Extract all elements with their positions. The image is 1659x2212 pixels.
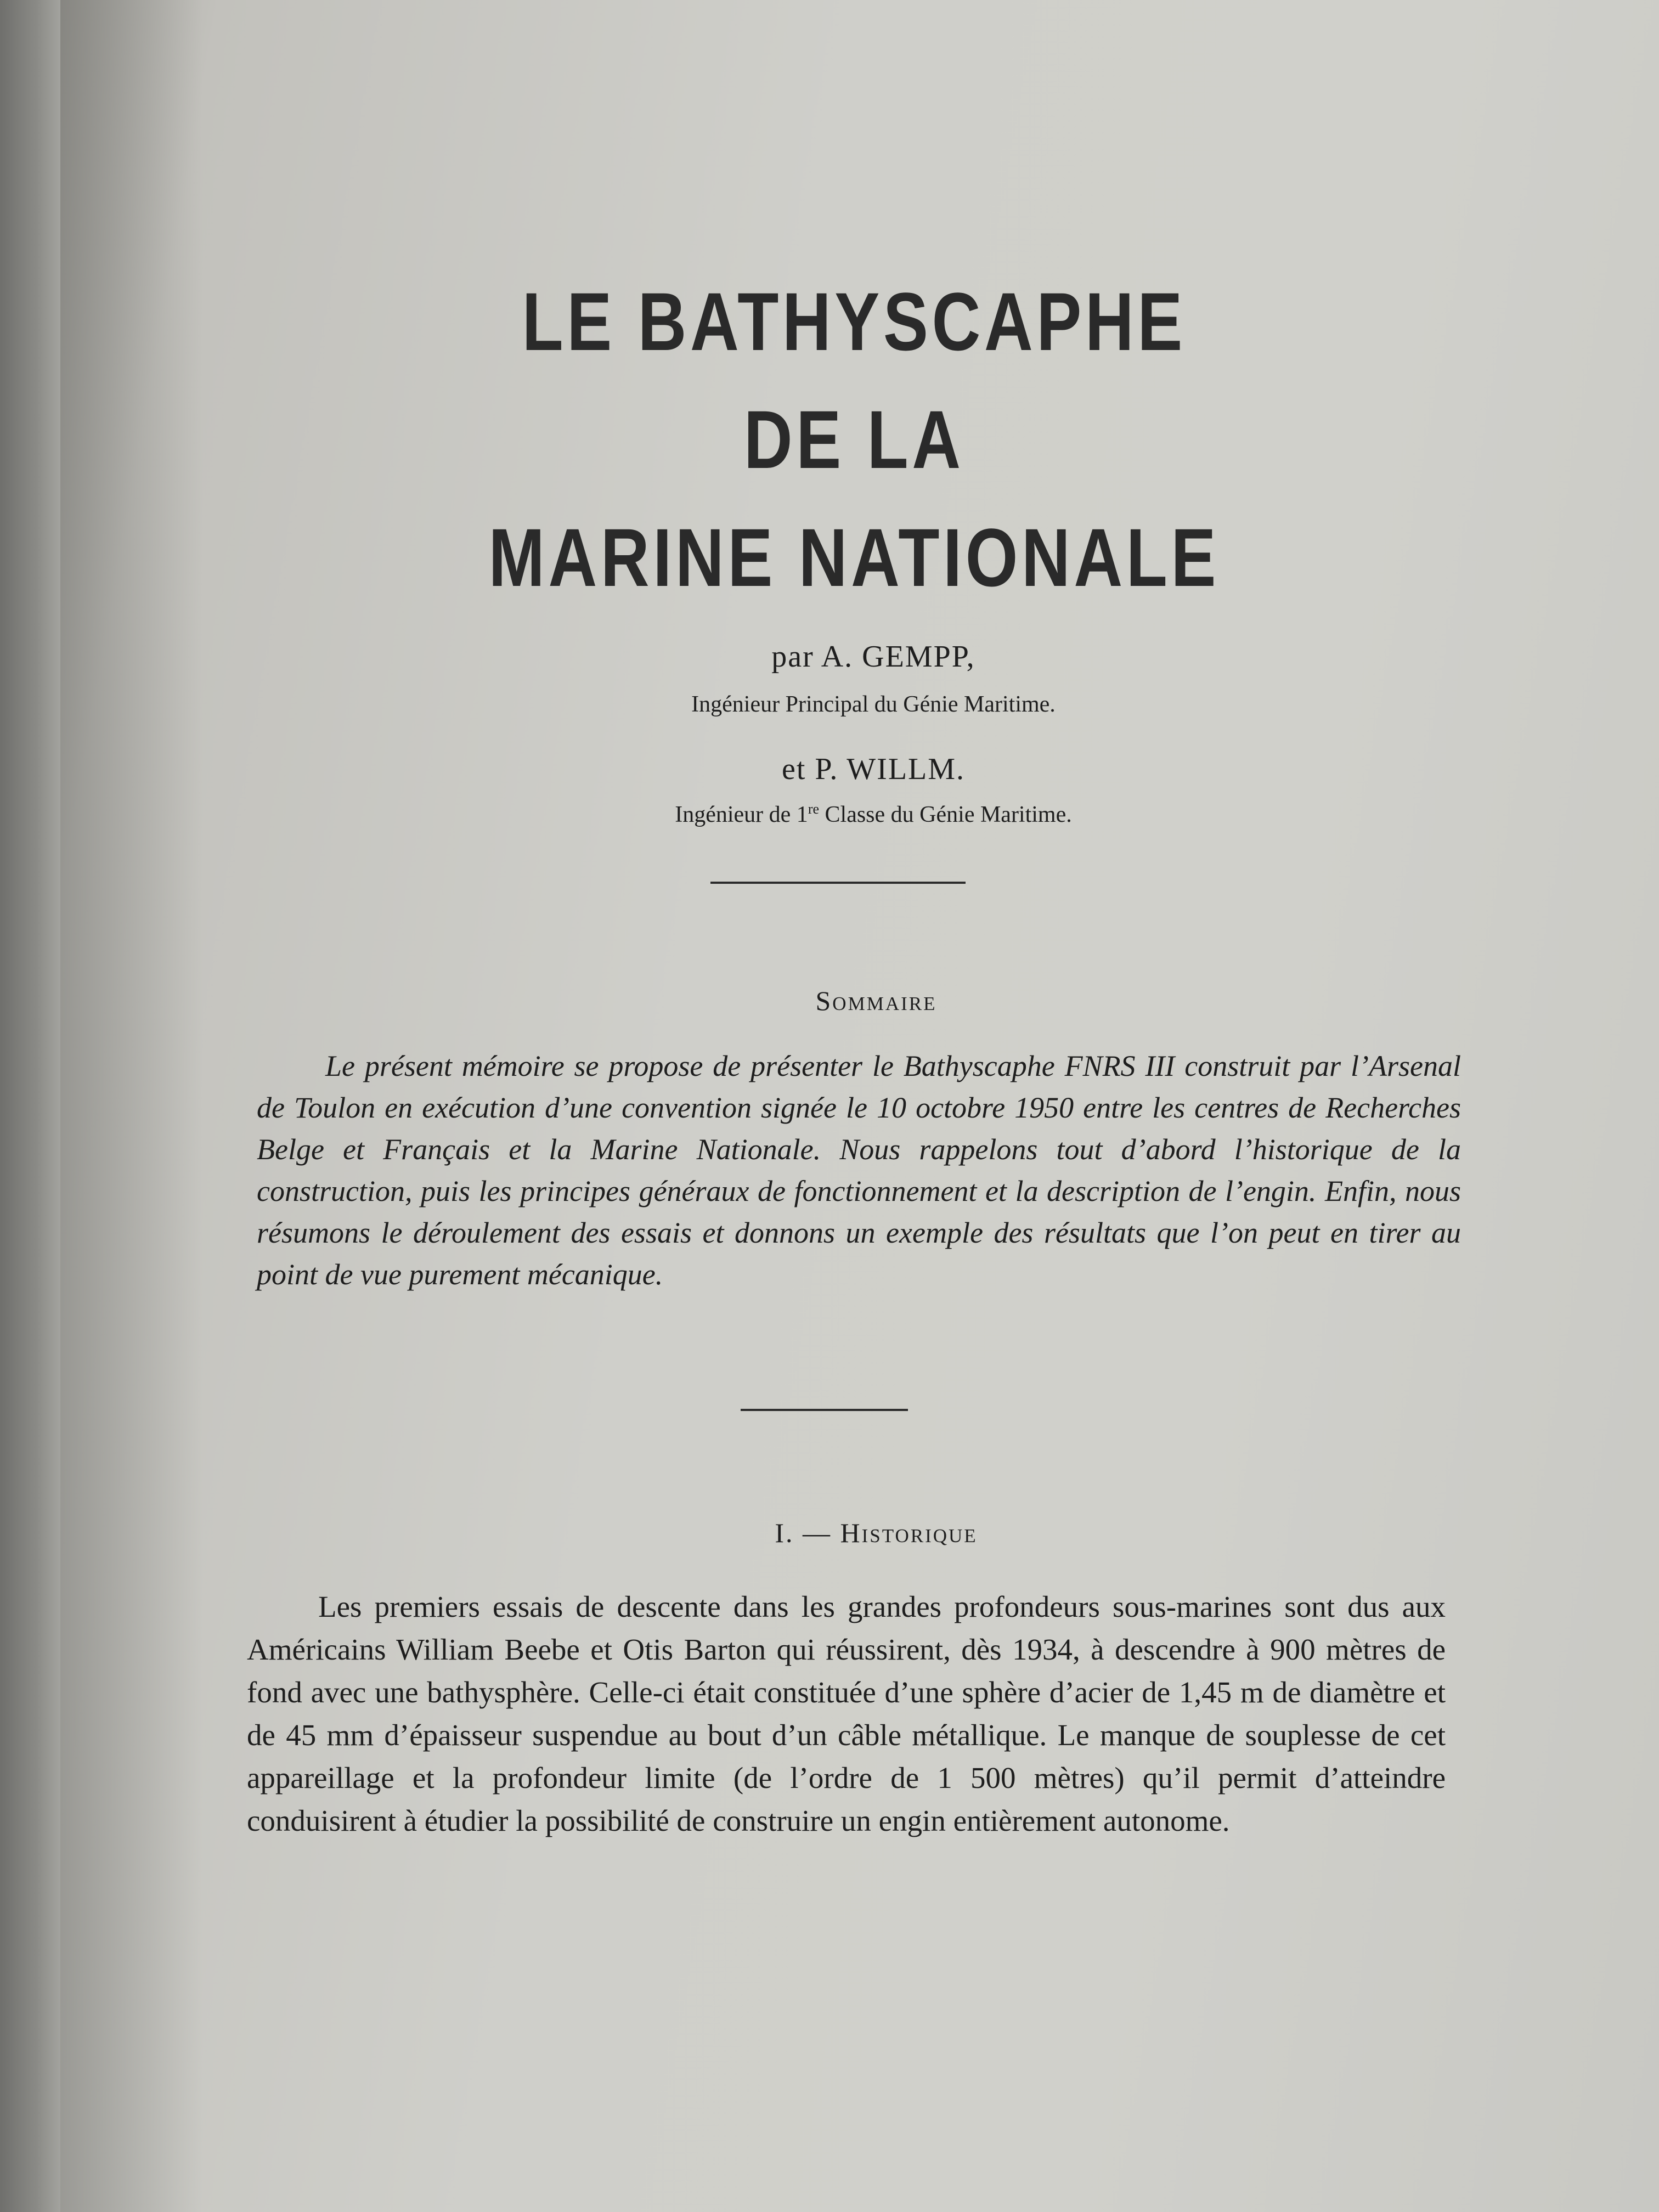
author-1-affiliation: Ingénieur Principal du Génie Maritime. <box>691 692 1056 717</box>
summary-text: Le présent mémoire se propose de présenter le Bathyscaphe FNRS III construit par l’Arsenal de Toulon en exécution d’une convention signée le 10 octobre 1950 entre les centres de Recherches Belge et Français et la Marine Nationale. Nous rappelons tout d’abord l’historique de la construction, puis les principes généraux de fonctionnement et la description de l’engin. Enfin, nous résumons le déroulement des essais et donnons un exemple des résultats que l’on peut en tirer au point de vue purement mécanique. <box>257 1049 1461 1291</box>
title-line-2: DE LA <box>743 393 964 486</box>
summary-heading: Sommaire <box>815 985 937 1016</box>
affiliation-suffix: Classe du Génie Maritime. <box>819 802 1072 827</box>
affiliation-prefix: Ingénieur de 1 <box>675 802 808 827</box>
section-title: Historique <box>840 1517 978 1548</box>
section-paragraph: Les premiers essais de descente dans les grandes profondeurs sous-marines sont dus aux Américains William Beebe et Otis Barton qui réussirent, dès 1934, à descendre à 900 mètres de fond avec une bathysphère. Celle-ci était constituée d’une sphère d’acier de 1,45 m de diamètre et de 45 mm d’épaisseur suspendue au bout d’un câble métallique. Le manque de souplesse de cet appareillage et la profondeur limite (de l’ordre de 1 500 mètres) qu’il permit d’atteindre conduisirent à étudier la possibilité de construire un engin entièrement autonome. <box>247 1590 1446 1837</box>
section-number: I. — <box>775 1517 840 1548</box>
document-page <box>60 0 1659 2212</box>
affiliation-superscript: re <box>808 801 820 817</box>
page-shadow <box>60 0 203 2212</box>
title-line-3: MARINE NATIONALE <box>488 511 1220 603</box>
author-2-byline: et P. WILLM. <box>781 752 966 786</box>
title-line-1: LE BATHYSCAPHE <box>522 275 1186 368</box>
author-2-affiliation <box>60 801 1659 828</box>
divider-rule-middle <box>741 1409 908 1411</box>
divider-rule-top <box>710 882 966 884</box>
author-1-byline: par A. GEMPP, <box>771 640 975 674</box>
book-binding-gutter <box>0 0 66 2212</box>
section-heading <box>60 1517 1659 1549</box>
